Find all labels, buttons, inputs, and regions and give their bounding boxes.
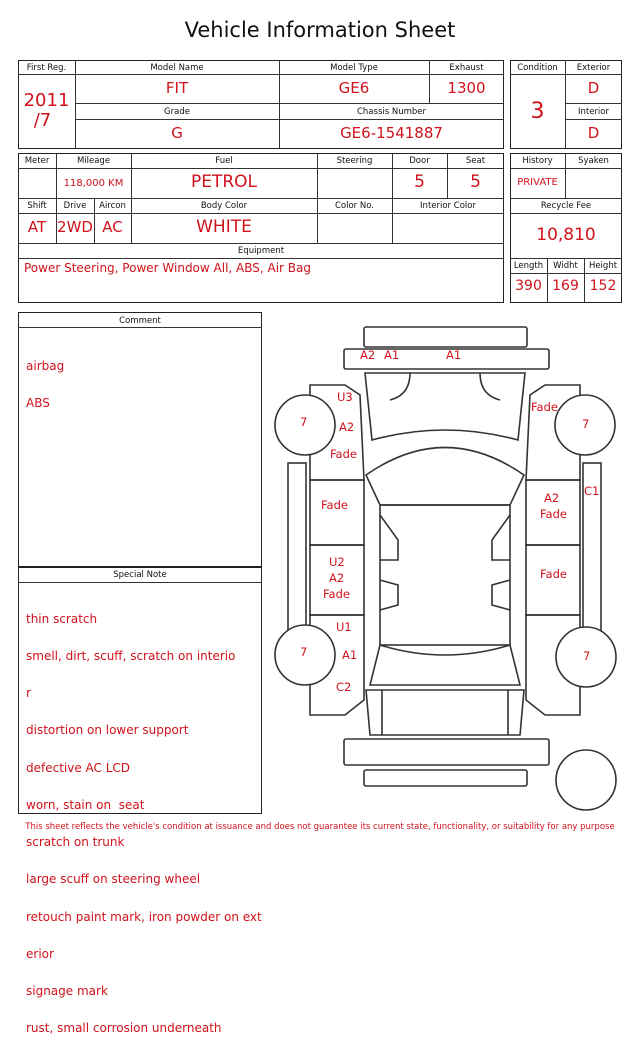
tire-spare <box>556 750 616 810</box>
comment-line: ABS <box>26 396 50 411</box>
width-value: 169 <box>552 278 579 294</box>
first-reg-month: /7 <box>33 110 52 131</box>
mileage-value: 118,000 KM <box>63 178 124 189</box>
exterior-label: Exterior <box>576 63 611 73</box>
history-label: History <box>522 156 553 166</box>
headlight-left <box>390 373 410 400</box>
front-bumper <box>364 327 527 347</box>
exhaust-value: 1300 <box>447 79 486 97</box>
mark-left-front-a2: A2 <box>339 420 355 434</box>
door-value: 5 <box>414 172 425 192</box>
mark-front-a2: A2 <box>360 348 376 362</box>
fuel-label: Fuel <box>215 156 233 166</box>
model-name-value: FIT <box>165 79 189 97</box>
mark-left-rear-c2: C2 <box>336 680 352 694</box>
comment-line: airbag <box>26 358 65 373</box>
comment-label: Comment <box>119 316 161 326</box>
meter-label: Meter <box>24 156 50 166</box>
car-diagram <box>270 318 630 818</box>
note-line: retouch paint mark, iron powder on ext <box>26 909 262 924</box>
shift-value: AT <box>27 218 47 236</box>
trunk <box>366 690 524 735</box>
mark-left-rear-u1: U1 <box>336 620 352 634</box>
color-no-label: Color No. <box>334 201 374 211</box>
mark-left-rear-a2: A2 <box>329 571 345 585</box>
tire-front-right-value: 7 <box>582 417 590 431</box>
equipment-value: Power Steering, Power Window All, ABS, Air Bag <box>24 261 312 275</box>
special-note-label: Special Note <box>113 570 167 580</box>
height-label: Height <box>588 261 618 271</box>
width-label: Widht <box>553 261 578 271</box>
note-line: r <box>26 686 31 701</box>
mark-front-a1-left: A1 <box>384 348 400 362</box>
fuel-value: PETROL <box>190 172 258 192</box>
windshield <box>366 448 524 506</box>
mark-left-front-fade: Fade <box>330 447 357 461</box>
body-color-label: Body Color <box>200 201 248 211</box>
pillar-right-front <box>492 515 510 560</box>
hood <box>365 373 525 440</box>
mark-front-a1-right: A1 <box>446 348 462 362</box>
left-front-door <box>310 480 364 545</box>
drive-label: Drive <box>63 201 87 211</box>
grade-label: Grade <box>164 107 190 117</box>
first-reg-year: 2011 <box>23 90 70 111</box>
note-line: rust, small corrosion underneath <box>26 1021 222 1036</box>
mark-right-front-fade: Fade <box>531 400 558 414</box>
aircon-value: AC <box>102 218 123 236</box>
length-label: Length <box>513 261 544 271</box>
note-line: defective AC LCD <box>26 760 131 775</box>
page-title: Vehicle Information Sheet <box>184 18 456 42</box>
note-line: smell, dirt, scuff, scratch on interio <box>26 649 236 664</box>
body-color-value: WHITE <box>196 217 252 237</box>
headlight-right <box>480 373 500 400</box>
mark-right-rear-door-fade: Fade <box>540 567 567 581</box>
condition-value: 3 <box>530 99 545 124</box>
footer-disclaimer: This sheet reflects the vehicle's condition at issuance and does not guarantee its current state, functionality, or suitability for any purpose <box>25 822 615 832</box>
aircon-label: Aircon <box>99 201 126 211</box>
model-type-label: Model Type <box>330 63 378 73</box>
comment-text <box>26 335 64 422</box>
length-value: 390 <box>515 278 542 294</box>
rear-bumper <box>344 739 549 765</box>
grade-value: G <box>171 124 183 142</box>
door-label: Door <box>409 156 430 166</box>
interior-color-label: Interior Color <box>420 201 476 211</box>
chassis-label: Chassis Number <box>356 107 427 117</box>
mark-left-front-u3: U3 <box>337 390 353 404</box>
left-side-step <box>288 463 306 633</box>
mark-left-rear-u2: U2 <box>329 555 345 569</box>
note-line: thin scratch <box>26 611 98 626</box>
drive-value: 2WD <box>57 218 93 236</box>
exhaust-label: Exhaust <box>449 63 484 73</box>
pillar-left-front <box>380 515 398 560</box>
history-value: PRIVATE <box>517 177 558 188</box>
special-note-text <box>26 588 262 1047</box>
rear-bumper-lower <box>364 770 527 786</box>
rear-window <box>370 645 520 685</box>
pillar-left-rear <box>380 580 398 610</box>
mark-left-rear-a1: A1 <box>342 648 358 662</box>
seat-value: 5 <box>470 172 481 192</box>
mileage-label: Mileage <box>76 156 111 166</box>
note-line: erior <box>26 946 54 961</box>
chassis-value: GE6-1541887 <box>340 124 443 142</box>
tire-rear-right-value: 7 <box>583 649 591 663</box>
recycle-fee-label: Recycle Fee <box>540 201 592 211</box>
model-name-label: Model Name <box>150 63 204 73</box>
height-value: 152 <box>589 278 617 294</box>
recycle-fee-value: 10,810 <box>536 225 596 245</box>
steering-label: Steering <box>336 156 373 166</box>
roof <box>380 505 510 645</box>
note-line: distortion on lower support <box>26 723 189 738</box>
mark-right-front-door-fade: Fade <box>540 507 567 521</box>
shift-label: Shift <box>27 201 47 211</box>
note-line: large scuff on steering wheel <box>26 872 201 887</box>
first-reg-label: First Reg. <box>26 63 67 73</box>
note-line: worn, stain on seat <box>26 797 145 812</box>
tire-rear-left-value: 7 <box>300 645 308 659</box>
exterior-value: D <box>587 79 600 97</box>
equipment-label: Equipment <box>237 246 285 256</box>
syaken-label: Syaken <box>578 156 609 166</box>
mark-right-side-c1: C1 <box>584 484 600 498</box>
note-line: scratch on trunk <box>26 835 125 850</box>
mark-right-front-a2: A2 <box>544 491 560 505</box>
trunk-lines <box>382 690 508 735</box>
tire-front-left-value: 7 <box>300 415 308 429</box>
condition-label: Condition <box>517 63 558 73</box>
note-line: signage mark <box>26 984 108 998</box>
pillar-right-rear <box>492 580 510 610</box>
interior-label: Interior <box>577 107 609 117</box>
mark-left-front-door: Fade <box>321 498 348 512</box>
model-type-value: GE6 <box>338 79 370 97</box>
interior-value: D <box>587 124 600 142</box>
seat-label: Seat <box>465 156 486 166</box>
mark-left-rear-fade: Fade <box>323 587 350 601</box>
